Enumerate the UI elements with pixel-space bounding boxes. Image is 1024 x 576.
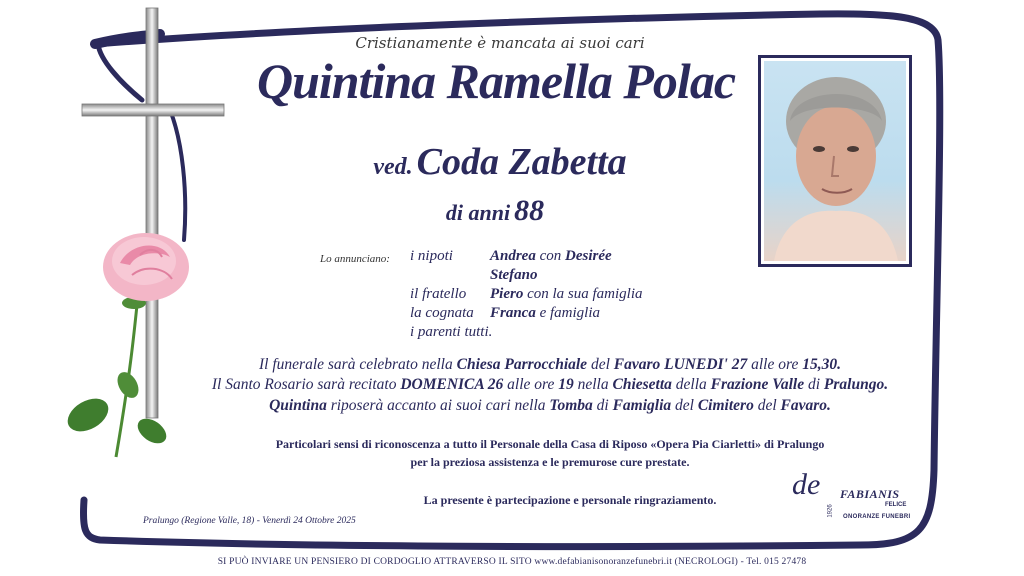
widow-line: [300, 140, 700, 184]
place-date: Pralungo (Regione Valle, 18) - Venerdì 24 Ottobre 2025: [143, 516, 356, 526]
footer-note: SI PUÒ INVIARE UN PENSIERO DI CORDOGLIO ATTRAVERSO IL SITO www.defabianisonoranzefunebri.it (NECROLOGI) - Tel. 015 27478: [217, 557, 807, 567]
relation-row: i nipoti: [410, 248, 453, 264]
age-value: 88: [514, 194, 545, 227]
names-row: Franca e famiglia: [490, 305, 601, 321]
deceased-name: Quintina Ramella Polac: [256, 53, 736, 109]
thanks-line-2: per la preziosa assistenza e le premurose cure prestate.: [410, 455, 690, 469]
thanks-line-1: Particolari sensi di riconoscenza a tutto il Personale della Casa di Riposo «Opera Pia Ciarletti» di Pralungo: [275, 437, 825, 451]
announcement-label: Lo annunciano:: [320, 253, 390, 265]
funeral-line-1: Il funerale sarà celebrato nella Chiesa Parrocchiale del Favaro LUNEDI' 27 alle ore 15,30.: [259, 356, 841, 373]
age-line: [330, 194, 660, 228]
relation-row: il fratello: [410, 286, 467, 302]
funeral-line-3: Quintina riposerà accanto ai suoi cari nella Tomba di Famiglia del Cimitero del Favaro.: [269, 397, 831, 414]
intro-line: Cristianamente è mancata ai suoi cari: [355, 34, 645, 52]
logo-sub: FELICE: [885, 502, 907, 508]
widow-prefix: ved.: [373, 154, 413, 180]
widow-name: Coda Zabetta: [416, 141, 627, 183]
age-prefix: di anni: [445, 200, 511, 225]
relation-row: i parenti tutti.: [410, 324, 493, 340]
relation-row: la cognata: [410, 305, 474, 321]
portrait-photo: [764, 61, 906, 261]
logo-year: 1926: [827, 504, 834, 518]
relation-row: [410, 266, 492, 285]
rose-icon: [60, 225, 200, 465]
funeral-line-2: Il Santo Rosario sarà recitato DOMENICA 26 alle ore 19 nella Chiesetta della Frazione Valle di Pralungo.: [211, 376, 889, 393]
portrait-frame: [758, 55, 912, 267]
logo-name: FABIANIS: [840, 487, 900, 501]
names-row: Piero con la sua famiglia: [490, 286, 643, 302]
announcement-relations: [410, 247, 492, 342]
names-row: Andrea con Desirée: [490, 248, 612, 264]
logo-script: de: [792, 468, 821, 501]
announcement-names: [490, 247, 643, 323]
participation-line: La presente è partecipazione e personale ringraziamento.: [423, 493, 717, 507]
logo-tagline: ONORANZE FUNEBRI: [843, 514, 911, 520]
names-row: Stefano: [490, 267, 538, 283]
portrait-illustration: [764, 61, 904, 261]
